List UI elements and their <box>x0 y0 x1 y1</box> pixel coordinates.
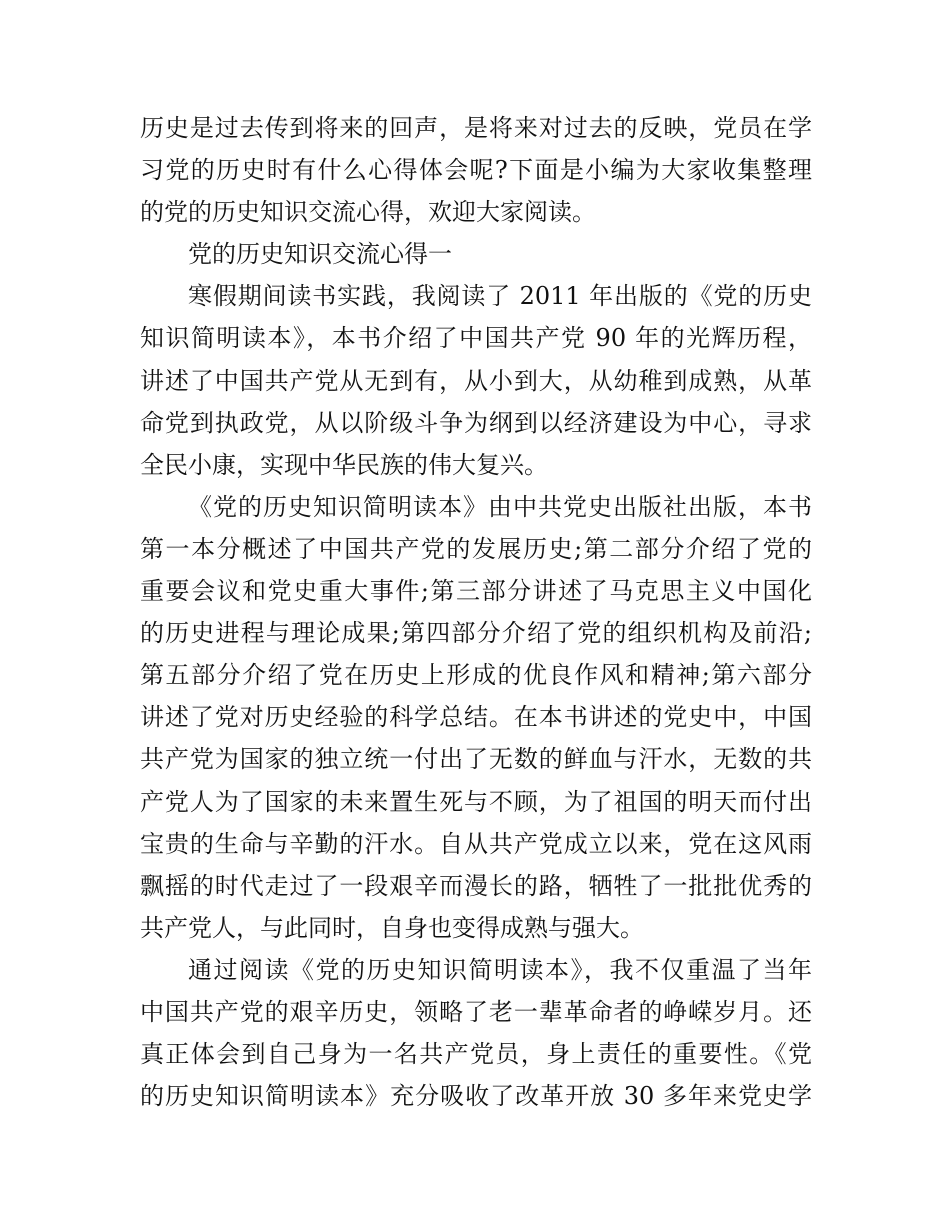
text-line: 共产党为国家的独立统一付出了无数的鲜血与汗水，无数的共 <box>140 745 812 774</box>
text-line: 通过阅读《党的历史知识简明读本》，我不仅重温了当年 <box>188 955 812 984</box>
text-line: 知识简明读本》，本书介绍了中国共产党 90 年的光辉历程， <box>140 324 812 353</box>
paragraph-3 <box>140 949 812 1117</box>
document-body <box>140 107 812 1117</box>
section-heading <box>140 233 812 275</box>
text-line: 的历史进程与理论成果;第四部分介绍了党的组织机构及前沿; <box>140 619 812 648</box>
text-line: 飘摇的时代走过了一段艰辛而漫长的路，牺牲了一批批优秀的 <box>140 871 812 900</box>
text-line: 真正体会到自己身为一名共产党员，身上责任的重要性。《党 <box>140 1040 812 1069</box>
paragraph-intro <box>140 107 812 233</box>
text-line: 的历史知识简明读本》充分吸收了改革开放 30 多年来党史学 <box>140 1082 812 1111</box>
text-line: 产党人为了国家的未来置生死与不顾，为了祖国的明天而付出 <box>140 787 812 816</box>
text-line: 命党到执政党，从以阶级斗争为纲到以经济建设为中心，寻求 <box>140 408 812 437</box>
text-line: 第五部分介绍了党在历史上形成的优良作风和精神;第六部分 <box>140 661 812 690</box>
text-line: 习党的历史时有什么心得体会呢?下面是小编为大家收集整理 <box>140 156 812 185</box>
text-line: 重要会议和党史重大事件;第三部分讲述了马克思主义中国化 <box>140 577 812 606</box>
text-line: 中国共产党的艰辛历史，领略了老一辈革命者的峥嵘岁月。还 <box>140 997 812 1026</box>
paragraph-2 <box>140 486 812 949</box>
text-line: 第一本分概述了中国共产党的发展历史;第二部分介绍了党的 <box>140 534 812 563</box>
text-line: 历史是过去传到将来的回声，是将来对过去的反映，党员在学 <box>140 114 812 142</box>
text-line: 讲述了党对历史经验的科学总结。在本书讲述的党史中，中国 <box>140 703 812 732</box>
text-line: 《党的历史知识简明读本》由中共党史出版社出版，本书 <box>188 492 812 521</box>
text-line: 全民小康，实现中华民族的伟大复兴。 <box>140 450 548 479</box>
text-line: 的党的历史知识交流心得，欢迎大家阅读。 <box>140 198 596 227</box>
text-line: 寒假期间读书实践，我阅读了 2011 年出版的《党的历史 <box>188 282 812 311</box>
text-line: 共产党人，与此同时，自身也变得成熟与强大。 <box>140 913 644 942</box>
text-line: 讲述了中国共产党从无到有，从小到大，从幼稚到成熟，从革 <box>140 366 812 395</box>
text-line: 宝贵的生命与辛勤的汗水。自从共产党成立以来，党在这风雨 <box>140 829 812 858</box>
heading-text: 党的历史知识交流心得一 <box>188 240 452 269</box>
paragraph-1 <box>140 275 812 485</box>
